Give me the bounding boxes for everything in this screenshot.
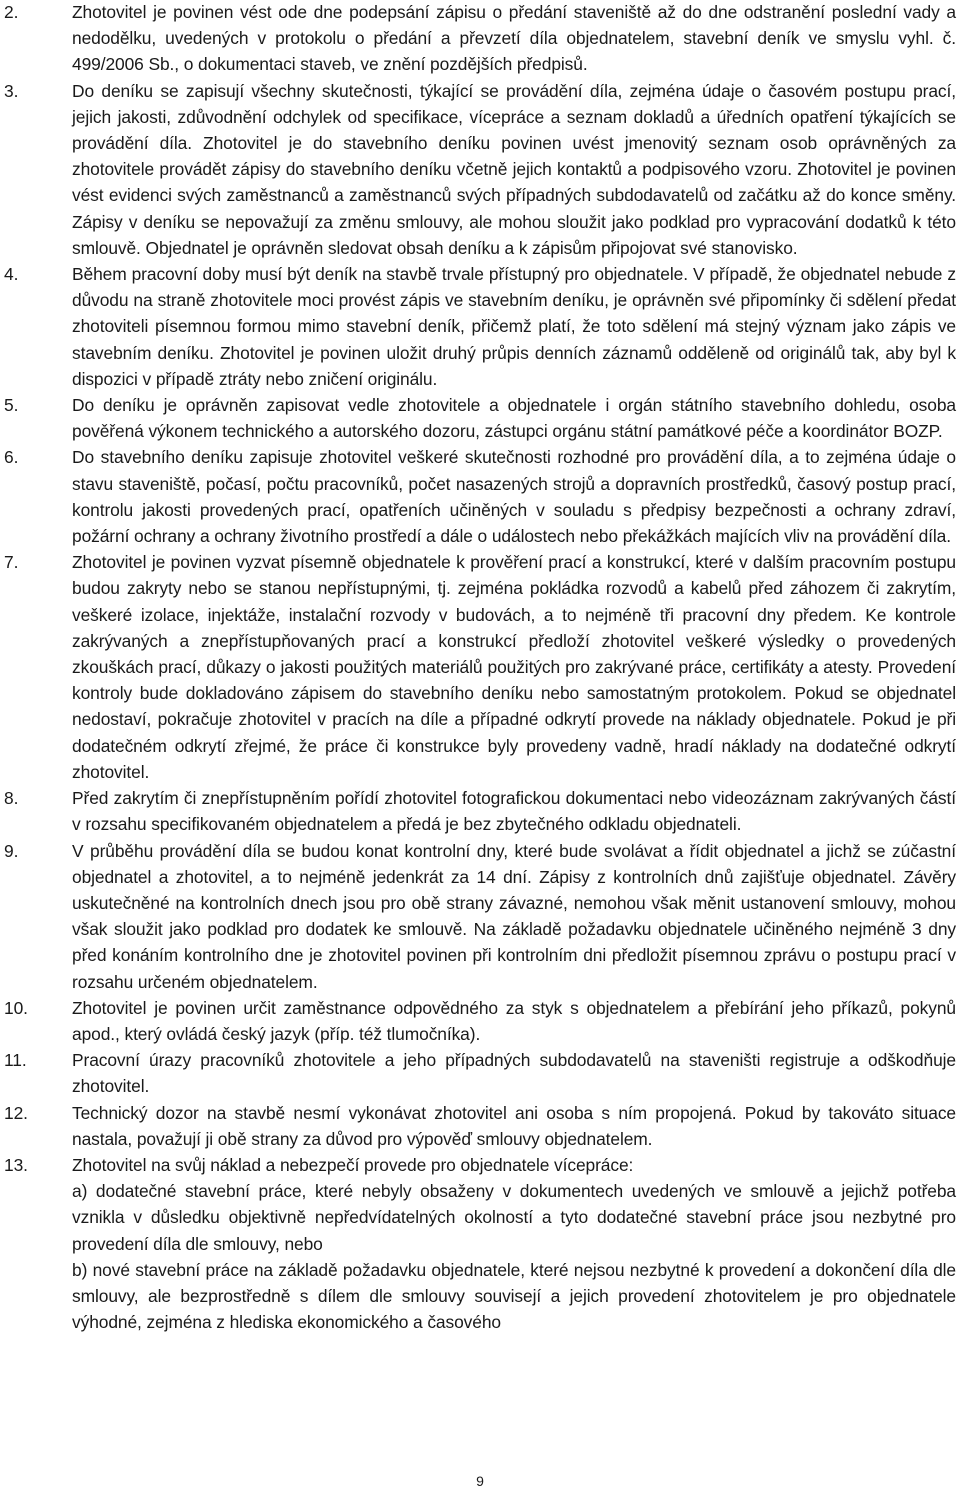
clause-text: Technický dozor na stavbě nesmí vykonávat zhotovitel ani osoba s ním propojená. Pokud by takováto situace nastala, považují ji obě strany za důvod pro výpověď smlouvy objednatelem. — [72, 1102, 956, 1149]
clause-number: 8. — [4, 788, 19, 809]
clause-8 — [0, 785, 960, 837]
clause-number: 11. — [4, 1050, 27, 1071]
clause-number: 13. — [4, 1154, 28, 1175]
clause-number: 4. — [4, 264, 19, 285]
clause-subitem-a: a) dodatečné stavební práce, které nebyly obsaženy v dokumentech uvedených ve smlouvě a jejichž potřeba vznikla v důsledku objektivně nepředvídatelných okolností a tyto dodatečné stavební práce jsou nezbytné pro provedení díla dle smlouvy, nebo — [72, 1181, 956, 1254]
clause-12 — [0, 1100, 960, 1152]
clause-text: Zhotovitel na svůj náklad a nebezpečí provede pro objednatele vícepráce: — [72, 1154, 634, 1175]
clause-number: 9. — [4, 840, 19, 861]
clause-13 — [0, 1152, 960, 1335]
clause-text: V průběhu provádění díla se budou konat kontrolní dny, které bude svolávat a řídit objednatel a jichž se zúčastní objednatel a zhotovitel, a to nejméně jedenkrát za 14 dní. Zápisy z kontrolních dnů zajišťuje objednatel. Závěry uskutečněné na kontrolních dnech jsou pro obě strany závazné, nemohou však měnit ustanovení smlouvy, mohou však sloužit jako podklad pro dodatek ke smlouvě. Na základě požadavku objednatele učiněného nejméně 3 dny před konáním kontrolního dne je zhotovitel povinen při kontrolním dni předložit písemnou zprávu o postupu prací v rozsahu určeném objednatelem. — [72, 840, 956, 992]
clause-5 — [0, 392, 960, 444]
clause-text: Do deníku se zapisují všechny skutečnosti, týkající se provádění díla, zejména údaje o časovém postupu prací, jejich jakosti, zdůvodnění odchylek od specifikace, vícepráce a seznam dokladů a úředních opatření týkajících se provádění díla. Zhotovitel je do stavebního deníku povinen uvést jmenovitý seznam osob oprávněných za zhotovitele provádět zápisy do stavebního deníku včetně jejich kontaktů a podpisového vzoru. Zhotovitel je povinen vést evidenci svých zaměstnanců a zaměstnanců svých případných subdodavatelů od začátku až do konce směny. Zápisy v deníku se nepovažují za změnu smlouvy, ale mohou sloužit jako podklad pro vypracování dodatků k této smlouvě. Objednatel je oprávněn sledovat obsah deníku a k zápisům připojovat své stanovisko. — [72, 80, 956, 258]
clause-7 — [0, 549, 960, 785]
clause-9 — [0, 838, 960, 995]
clause-number: 12. — [4, 1102, 28, 1123]
clause-subitem-b: b) nové stavební práce na základě požadavku objednatele, které nejsou nezbytné k provedení a dokončení díla dle smlouvy, ale bezprostředně s dílem dle smlouvy souvisejí a jejich provedení zhotovitelem je pro objednatele výhodné, zejména z hlediska ekonomického a časového — [72, 1259, 956, 1333]
clause-text: Pracovní úrazy pracovníků zhotovitele a jeho případných subdodavatelů na staveništi registruje a odškodňuje zhotovitel. — [72, 1050, 956, 1097]
page-number: 9 — [476, 1473, 484, 1489]
clause-text: Před zakrytím či znepřístupněním pořídí zhotovitel fotografickou dokumentaci nebo videozáznam zakrývaných částí v rozsahu specifikovaném objednatelem a předá je bez zbytečného odkladu objednateli. — [72, 788, 956, 835]
clause-text: Do deníku je oprávněn zapisovat vedle zhotovitele a objednatele i orgán státního stavebního dohledu, osoba pověřená výkonem technického a autorského dozoru, zástupci orgánu státní památkové péče a koordinátor BOZP. — [72, 395, 956, 442]
clause-number: 7. — [4, 552, 19, 573]
clause-text: Zhotovitel je povinen vyzvat písemně objednatele k prověření prací a konstrukcí, které v dalším pracovním postupu budou zakryty nebo se stanou nepřístupnými, tj. zejména pokládka rozvodů a kabelů před záhozem či zakrytím, veškeré izolace, injektáže, instalační rozvody v budovách, a to nejméně tři pracovní dny předem. Ke kontrole zakrývaných a znepřístupňovaných prací a konstrukcí předloží zhotovitel veškeré výsledky o provedených zkouškách prací, důkazy o jakosti použitých materiálů použitých pro zakrývané práce, certifikáty a atesty. Provedení kontroly bude dokladováno zápisem do stavebního deníku nebo samostatným protokolem. Pokud se objednatel nedostaví, pokračuje zhotovitel v pracích na díle a případné odkrytí provede na náklady objednatele. Pokud je při dodatečném odkrytí zřejmé, že práce či konstrukce byly provedeny vadně, hradí náklady na dodatečné odkrytí zhotovitel. — [72, 552, 956, 782]
clause-6 — [0, 444, 960, 549]
clause-number: 5. — [4, 395, 19, 416]
clause-number: 3. — [4, 80, 19, 101]
clause-text: Během pracovní doby musí být deník na stavbě trvale přístupný pro objednatele. V případě, že objednatel nebude z důvodu na straně zhotovitele moci provést zápis ve stavebním deníku, je oprávněn své připomínky či sdělení předat zhotoviteli písemnou formou mimo stavební deník, přičemž platí, že toto sdělení má stejný význam jako zápis ve stavebním deníku. Zhotovitel je povinen uložit druhý průpis denních záznamů odděleně od originálů tak, aby byl k dispozici v případě ztráty nebo zničení originálu. — [72, 264, 956, 389]
clause-3 — [0, 78, 960, 261]
clause-number: 2. — [4, 2, 19, 22]
clause-number: 6. — [4, 447, 19, 468]
clause-2 — [0, 0, 960, 78]
clause-4 — [0, 261, 960, 392]
clause-text: Do stavebního deníku zapisuje zhotovitel veškeré skutečnosti rozhodné pro provádění díla, a to zejména údaje o stavu staveniště, počasí, počtu pracovníků, počet nasazených strojů a dopravních prostředků, časový postup prací, kontrolu jakosti provedených prací, opatřeních učiněných v souladu s předpisy bezpečnosti a ochrany zdraví, požární ochrany a ochrany životního prostředí a dále o událostech nebo překážkách majících vliv na provádění díla. — [72, 447, 956, 547]
clause-11 — [0, 1047, 960, 1099]
clause-text: Zhotovitel je povinen určit zaměstnance odpovědného za styk s objednatelem a přebírání jeho příkazů, pokynů apod., který ovládá český jazyk (příp. též tlumočníka). — [72, 997, 956, 1044]
clause-text: Zhotovitel je povinen vést ode dne podepsání zápisu o předání staveniště až do dne odstranění poslední vady a nedodělku, uvedených v protokolu o předání a převzetí díla objednatelem, stavební deník ve smyslu vyhl. č. 499/2006 Sb., o dokumentaci staveb, ve znění pozdějších předpisů. — [72, 2, 956, 75]
clause-10 — [0, 995, 960, 1047]
clause-number: 10. — [4, 997, 28, 1018]
